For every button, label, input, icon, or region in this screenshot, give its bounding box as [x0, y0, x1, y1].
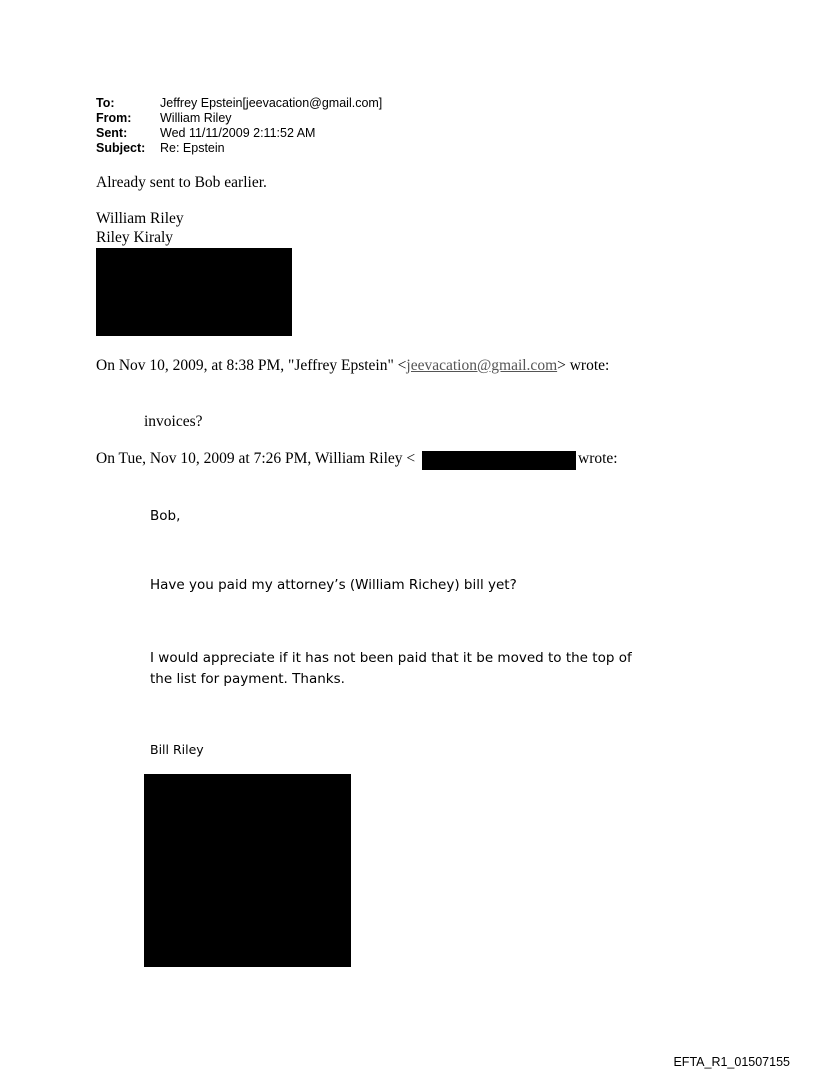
to-row [96, 96, 382, 111]
message-signoff: Bill Riley [150, 742, 204, 757]
quote1-email-link[interactable]: jeevacation@gmail.com [406, 357, 558, 374]
reply-body: Already sent to Bob earlier. [96, 174, 267, 191]
quote2-attribution-prefix: On Tue, Nov 10, 2009 at 7:26 PM, William Riley < [96, 450, 416, 467]
message-line-2a: I would appreciate if it has not been paid that it be moved to the top of [150, 650, 632, 666]
redaction-block-email [422, 451, 576, 470]
quote1-attribution [96, 357, 609, 375]
document-id: EFTA_R1_01507155 [673, 1055, 790, 1069]
message-line-1: Have you paid my attorney’s (William Richey) bill yet? [150, 577, 517, 593]
to-label: To: [96, 96, 115, 110]
message-line-2b: the list for payment. Thanks. [150, 671, 345, 687]
quote1-body: invoices? [144, 413, 203, 430]
from-value: William Riley [160, 111, 232, 125]
to-value: Jeffrey Epstein[jeevacation@gmail.com] [160, 96, 383, 110]
subject-row [96, 141, 382, 156]
subject-value: Re: Epstein [160, 141, 225, 155]
from-row [96, 111, 382, 126]
from-label: From: [96, 111, 132, 125]
sent-value: Wed 11/11/2009 2:11:52 AM [160, 126, 316, 140]
sent-row [96, 126, 382, 141]
quote2-attribution-suffix: wrote: [578, 450, 618, 467]
email-header [96, 96, 382, 156]
signature-firm: Riley Kiraly [96, 229, 174, 246]
subject-label: Subject: [96, 141, 146, 155]
redaction-block-signature [96, 248, 292, 336]
message-greeting: Bob, [150, 508, 181, 524]
sent-label: Sent: [96, 126, 128, 140]
quote1-suffix: > wrote: [557, 357, 610, 374]
redaction-block-bottom [144, 774, 351, 967]
signature-name: William Riley [96, 210, 184, 227]
quote1-prefix: On Nov 10, 2009, at 8:38 PM, "Jeffrey Epstein" < [96, 357, 407, 374]
